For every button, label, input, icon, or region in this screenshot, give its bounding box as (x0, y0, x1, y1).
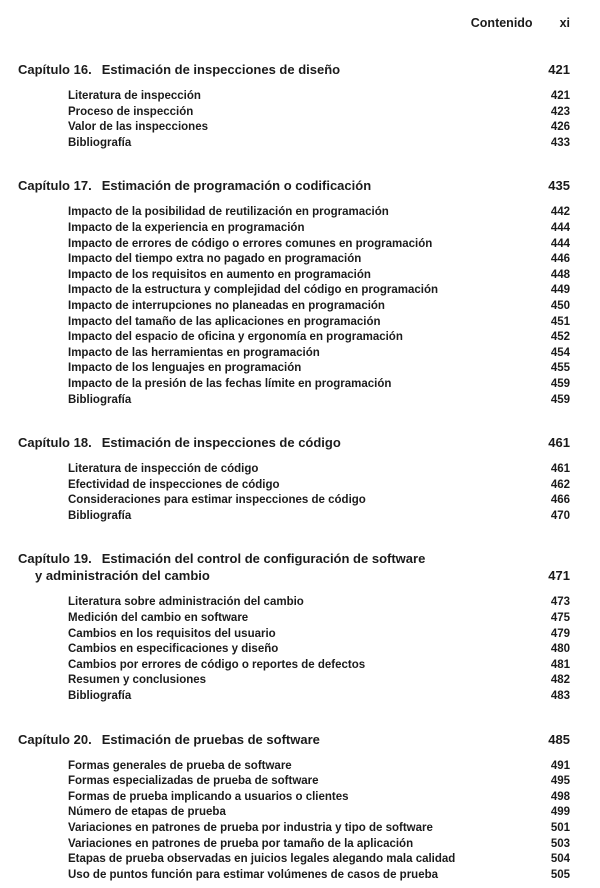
entry-title: Cambios en los requisitos del usuario (68, 627, 276, 640)
entry-page-number: 449 (550, 284, 570, 297)
entry-page-number: 470 (550, 509, 570, 522)
entry-page-number: 480 (550, 643, 570, 656)
chapter-title-line1 (18, 177, 534, 194)
entry-title: Efectividad de inspecciones de código (68, 478, 280, 491)
chapter-entries (18, 595, 570, 704)
entry-page-number: 459 (550, 393, 570, 406)
entry-page-number: 491 (550, 759, 570, 772)
entry-title: Impacto del espacio de oficina y ergonomía en programación (68, 331, 403, 344)
entry-page-number: 473 (550, 596, 570, 609)
toc-entry (68, 205, 570, 221)
chapter-section (18, 550, 570, 704)
entry-title: Impacto de la estructura y complejidad del código en programación (68, 284, 438, 297)
entry-title: Etapas de prueba observadas en juicios legales alegando mala calidad (68, 853, 456, 866)
chapter-section (18, 177, 570, 408)
chapter-heading (18, 731, 570, 748)
entry-title: Impacto de la presión de las fechas límite en programación (68, 377, 392, 390)
chapter-title-line1 (18, 61, 534, 78)
toc-entry (68, 393, 570, 409)
entry-page-number: 498 (550, 790, 570, 803)
entry-title: Formas de prueba implicando a usuarios o clientes (68, 790, 349, 803)
entry-page-number: 482 (550, 674, 570, 687)
toc-entry (68, 268, 570, 284)
toc-entry (68, 868, 570, 884)
toc-entry (68, 221, 570, 237)
toc-entry (68, 611, 570, 627)
entry-page-number: 466 (550, 494, 570, 507)
entry-title: Formas generales de prueba de software (68, 759, 292, 772)
entry-title: Impacto de la experiencia en programación (68, 221, 305, 234)
entry-title: Impacto del tamaño de las aplicaciones en programación (68, 315, 381, 328)
chapter-title-block (18, 550, 534, 584)
chapter-label: Capítulo 17. (18, 178, 92, 194)
chapter-title-block (18, 434, 534, 451)
chapter-page-number: 485 (548, 731, 570, 747)
entry-page-number: 446 (550, 253, 570, 266)
entry-title: Formas especializadas de prueba de software (68, 775, 319, 788)
toc-entry (68, 136, 570, 152)
chapter-entries (18, 759, 570, 884)
chapter-section (18, 61, 570, 151)
entry-page-number: 433 (550, 136, 570, 149)
chapter-heading (18, 177, 570, 194)
entry-title: Bibliografía (68, 393, 132, 406)
entry-title: Uso de puntos función para estimar volúmenes de casos de prueba (68, 868, 439, 881)
chapter-heading (18, 550, 570, 584)
entry-title: Resumen y conclusiones (68, 674, 207, 687)
chapter-label: Capítulo 20. (18, 731, 92, 747)
entry-title: Medición del cambio en software (68, 612, 249, 625)
chapter-entries (18, 89, 570, 151)
entry-title: Variaciones en patrones de prueba por industria y tipo de software (68, 822, 433, 834)
chapter-title-line1 (18, 434, 534, 451)
entry-title: Literatura de inspección (68, 90, 201, 102)
toc-entry (68, 821, 570, 837)
entry-page-number: 461 (550, 463, 570, 476)
toc-entry (68, 595, 570, 611)
toc-entry (68, 658, 570, 674)
entry-page-number: 504 (550, 853, 570, 866)
toc-entry (68, 774, 570, 790)
entry-page-number: 503 (550, 837, 570, 850)
entry-page-number: 444 (550, 237, 570, 250)
entry-title: Cambios por errores de código o reportes de defectos (68, 658, 366, 671)
entry-title: Bibliografía (68, 509, 132, 522)
entry-title: Valor de las inspecciones (68, 121, 208, 134)
entry-title: Número de etapas de prueba (68, 806, 226, 819)
entry-title: Impacto de las herramientas en programación (68, 346, 320, 359)
entry-page-number: 459 (550, 377, 570, 390)
chapter-title: Estimación de programación o codificación (101, 178, 372, 194)
entry-page-number: 462 (550, 478, 570, 491)
entry-page-number: 442 (550, 206, 570, 219)
page-header (18, 16, 570, 30)
entry-title: Impacto del tiempo extra no pagado en programación (68, 253, 362, 266)
entry-title: Bibliografía (68, 136, 132, 149)
toc-entry (68, 673, 570, 689)
entry-page-number: 479 (550, 627, 570, 640)
toc-entry (68, 493, 570, 509)
toc-entry (68, 852, 570, 868)
entry-title: Literatura de inspección de código (68, 463, 259, 476)
running-head: Contenido (470, 16, 533, 30)
chapter-title: Estimación de pruebas de software (101, 731, 320, 747)
chapter-page-number: 471 (548, 568, 570, 584)
entry-page-number: 455 (550, 362, 570, 375)
toc-entry (68, 377, 570, 393)
toc-entry (68, 478, 570, 494)
entry-title: Literatura sobre administración del cambio (68, 596, 304, 609)
entry-title: Variaciones en patrones de prueba por tamaño de la aplicación (68, 837, 414, 850)
toc-entry (68, 105, 570, 121)
toc-entry (68, 509, 570, 525)
toc-entry (68, 346, 570, 362)
toc-entry (68, 330, 570, 346)
chapter-title-line2: y administración del cambio (35, 568, 210, 584)
entry-page-number: 423 (550, 105, 570, 118)
entry-page-number: 450 (550, 299, 570, 312)
entry-page-number: 505 (550, 868, 570, 881)
toc-entry (68, 361, 570, 377)
toc-entry (68, 790, 570, 806)
toc-entry (68, 805, 570, 821)
entry-title: Impacto de los requisitos en aumento en programación (68, 268, 371, 281)
entry-page-number: 495 (550, 775, 570, 788)
toc-entry (68, 642, 570, 658)
chapter-entries (18, 462, 570, 524)
chapter-title-block (18, 731, 534, 748)
toc-entry (68, 627, 570, 643)
toc-entry (68, 462, 570, 478)
chapter-title: Estimación de inspecciones de código (101, 435, 341, 451)
chapter-title-block (18, 61, 534, 78)
chapter-title: Estimación de inspecciones de diseño (101, 62, 341, 77)
toc-entry (68, 89, 570, 105)
chapter-heading (18, 61, 570, 78)
toc-entry (68, 689, 570, 705)
chapter-entries (18, 205, 570, 408)
chapter-page-number: 461 (548, 435, 570, 451)
chapter-section (18, 731, 570, 884)
chapter-page-number: 435 (548, 178, 570, 194)
chapter-title-line1 (18, 550, 534, 567)
chapter-page-number: 421 (548, 62, 570, 77)
entry-title: Bibliografía (68, 690, 132, 703)
chapter-label: Capítulo 16. (18, 62, 92, 77)
chapter-title: Estimación del control de configuración de software (101, 551, 426, 567)
entry-title: Cambios en especificaciones y diseño (68, 643, 279, 656)
entry-title: Impacto de la posibilidad de reutilización en programación (68, 206, 389, 219)
chapter-title-block (18, 177, 534, 194)
entry-page-number: 499 (550, 806, 570, 819)
entry-title: Impacto de interrupciones no planeadas en programación (68, 299, 385, 312)
entry-title: Impacto de los lenguajes en programación (68, 362, 302, 375)
toc-body (18, 61, 570, 883)
entry-title: Impacto de errores de código o errores comunes en programación (68, 237, 433, 250)
chapter-heading (18, 434, 570, 451)
entry-title: Consideraciones para estimar inspecciones de código (68, 494, 366, 507)
chapter-label: Capítulo 19. (18, 551, 92, 567)
folio-page-number: xi (559, 16, 570, 30)
toc-entry (68, 759, 570, 775)
entry-page-number: 444 (550, 221, 570, 234)
chapter-title-line1 (18, 731, 534, 748)
chapter-label: Capítulo 18. (18, 435, 92, 451)
toc-entry (68, 237, 570, 253)
entry-page-number: 421 (550, 90, 570, 102)
entry-page-number: 481 (550, 658, 570, 671)
chapter-section (18, 434, 570, 524)
entry-page-number: 426 (550, 121, 570, 134)
entry-page-number: 448 (550, 268, 570, 281)
toc-entry (68, 299, 570, 315)
entry-page-number: 501 (550, 822, 570, 834)
entry-page-number: 452 (550, 331, 570, 344)
toc-entry (68, 283, 570, 299)
toc-entry (68, 120, 570, 136)
entry-title: Proceso de inspección (68, 105, 194, 118)
toc-entry (68, 252, 570, 268)
entry-page-number: 475 (550, 612, 570, 625)
toc-entry (68, 315, 570, 331)
toc-entry (68, 837, 570, 853)
entry-page-number: 451 (550, 315, 570, 328)
entry-page-number: 483 (550, 690, 570, 703)
entry-page-number: 454 (550, 346, 570, 359)
